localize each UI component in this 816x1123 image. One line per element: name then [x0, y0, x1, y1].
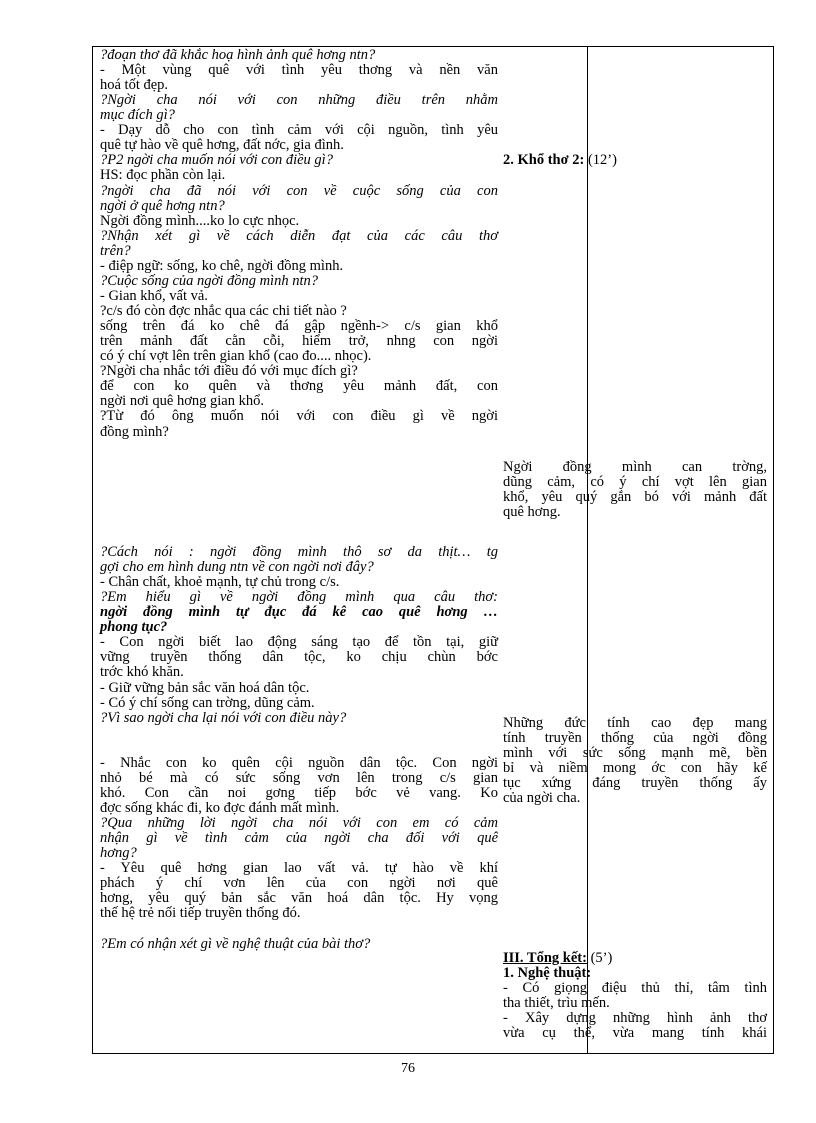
- left-line: khó. Con cần noi gơng tiếp bớc vẻ vang. Ko: [100, 784, 498, 801]
- left-line: - Con ngời biết lao động sáng tạo để tồn tại, giữ: [100, 634, 498, 651]
- heading-kho-tho-2: [503, 153, 617, 168]
- left-line: ?Vì sao ngời cha lại nói với con điều này?: [100, 709, 347, 726]
- right-line: khổ, yêu quý gắn bó với mảnh đất: [503, 489, 767, 505]
- right-line: mình với sức sống mạnh mẽ, bền: [503, 745, 767, 761]
- heading-kho-tho-2-time: (12’): [584, 152, 617, 168]
- left-line: ?đoạn thơ đã khắc hoạ hình ảnh quê hơng ntn?: [100, 47, 376, 63]
- right-line: tính truyền thống của ngời đồng: [503, 730, 767, 746]
- left-line: ?c/s đó còn đợc nhắc qua các chi tiết nào ?: [100, 303, 347, 320]
- left-line: ?Qua những lời ngời cha nói với con em có cảm: [100, 815, 498, 832]
- left-line: - điệp ngữ: sống, ko chê, ngời đồng mình.: [100, 257, 344, 274]
- left-line: - Yêu quê hơng gian lao vất vả. tự hào về khí: [100, 860, 498, 877]
- heading-nghe-thuat: 1. Nghệ thuật:: [503, 965, 592, 981]
- left-line: - Nhắc con ko quên cội nguồn dân tộc. Con ngời: [100, 754, 498, 771]
- left-line: ?ngời cha đã nói với con về cuộc sống của con: [100, 182, 498, 199]
- left-line: để con ko quên và thơng yêu mảnh đất, con: [100, 378, 498, 395]
- heading-tong-ket-time: (5’): [586, 950, 613, 966]
- left-line: thế hệ trẻ nối tiếp truyền thống đó.: [100, 905, 301, 922]
- right-line: bỉ và niềm mong ớc con hãy kế: [503, 760, 767, 776]
- left-line: ?Em có nhận xét gì về nghệ thuật của bài thơ?: [100, 935, 371, 952]
- left-line: ?Từ đó ông muốn nói với con điều gì về ngời: [100, 408, 498, 425]
- left-line: - Một vùng quê với tình yêu thơng và nền văn: [100, 62, 498, 79]
- heading-tong-ket: [503, 951, 612, 966]
- left-line: ?P2 ngời cha muốn nói với con điều gì?: [100, 152, 333, 169]
- left-line: hoá tốt đẹp.: [100, 77, 169, 94]
- right-line: vừa cụ thể, vừa mang tính khái: [503, 1025, 767, 1041]
- left-line: Ngời đồng mình....ko lo cực nhọc.: [100, 212, 300, 229]
- left-line: vững truyền thống dân tộc, ko chịu chùn bớc: [100, 649, 498, 666]
- left-line: ?Cuộc sống của ngời đồng mình ntn?: [100, 272, 318, 289]
- left-line: hơng?: [100, 845, 137, 862]
- left-line: - Dạy dỗ cho con tình cảm với cội nguồn, tình yêu: [100, 122, 498, 139]
- right-line: tục xứng đáng truyền thống ấy: [503, 775, 767, 791]
- left-line: hơng, yêu quý bản sắc văn hoá dân tộc. Hy vọng: [100, 890, 498, 907]
- left-line: đồng mình?: [100, 423, 169, 440]
- left-line: sống trên đá ko chê đá gập ngềnh-> c/s gian khổ: [100, 318, 498, 335]
- left-line: ngời ở quê hơng ntn?: [100, 197, 225, 214]
- left-line: ?Cách nói : ngời đồng mình thô sơ da thịt… tg: [100, 543, 498, 560]
- right-line: dũng cảm, có ý chí vợt lên gian: [503, 474, 767, 490]
- left-line: trớc khó khăn.: [100, 664, 184, 681]
- right-line: tha thiết, trìu mến.: [503, 995, 610, 1011]
- left-line: - Giữ vững bản sắc văn hoá dân tộc.: [100, 679, 310, 696]
- left-line: có ý chí vợt lên trên gian khổ (cao đo.... nhọc).: [100, 348, 372, 365]
- column-divider: [587, 47, 588, 1053]
- left-line: phách ý chí vơn lên của con ngời nơi quê: [100, 875, 498, 892]
- left-line: ?Ngời cha nhắc tới điều đó với mục đích gì?: [100, 363, 358, 380]
- left-line: phong tục?: [100, 619, 168, 636]
- left-line: ngời nơi quê hơng gian khổ.: [100, 393, 264, 410]
- right-line: của ngời cha.: [503, 790, 581, 806]
- left-line: đợc sống khác đi, ko đợc đánh mất mình.: [100, 800, 340, 816]
- right-line: - Có giọng điệu thủ thỉ, tâm tình: [503, 980, 767, 996]
- right-line: Ngời đồng mình can trờng,: [503, 459, 767, 475]
- left-line: nhỏ bé mà có sức sống vơn lên trong c/s gian: [100, 769, 498, 786]
- left-line: ?Nhận xét gì về cách diễn đạt của các câu thơ: [100, 227, 498, 244]
- left-line: gợi cho em hình dung ntn về con ngời nơi đây?: [100, 559, 374, 576]
- heading-tong-ket-label: III. Tổng kết:: [503, 950, 587, 966]
- left-line: ?Ngời cha nói với con những điều trên nhằm: [100, 92, 498, 109]
- left-line: - Chân chất, khoẻ mạnh, tự chủ trong c/s.: [100, 574, 340, 591]
- left-line: trên?: [100, 242, 131, 259]
- left-line: mục đích gì?: [100, 107, 175, 124]
- heading-kho-tho-2-label: 2. Khổ thơ 2:: [503, 152, 585, 168]
- left-line: ?Em hiểu gì về ngời đồng mình qua câu thơ:: [100, 589, 498, 606]
- left-line: nhận gì về tình cảm của ngời cha đối với quê: [100, 830, 498, 847]
- right-line: Những đức tính cao đẹp mang: [503, 715, 767, 731]
- left-line: ngời đồng mình tự đục đá kê cao quê hơng …: [100, 604, 498, 621]
- left-line: - Có ý chí sống can trờng, dũng cảm.: [100, 694, 315, 711]
- left-line: - Gian khổ, vất vả.: [100, 287, 208, 304]
- lesson-table: [92, 46, 774, 1054]
- right-line: quê hơng.: [503, 504, 561, 520]
- right-line: - Xây dựng những hình ảnh thơ: [503, 1010, 767, 1026]
- page-number: 76: [401, 1061, 415, 1076]
- left-line: quê tự hào về quê hơng, đất nớc, gia đình.: [100, 137, 344, 154]
- left-line: HS: đọc phần còn lại.: [100, 167, 226, 184]
- left-line: trên mảnh đất cằn cỗi, hiểm trở, nhng con ngời: [100, 333, 498, 350]
